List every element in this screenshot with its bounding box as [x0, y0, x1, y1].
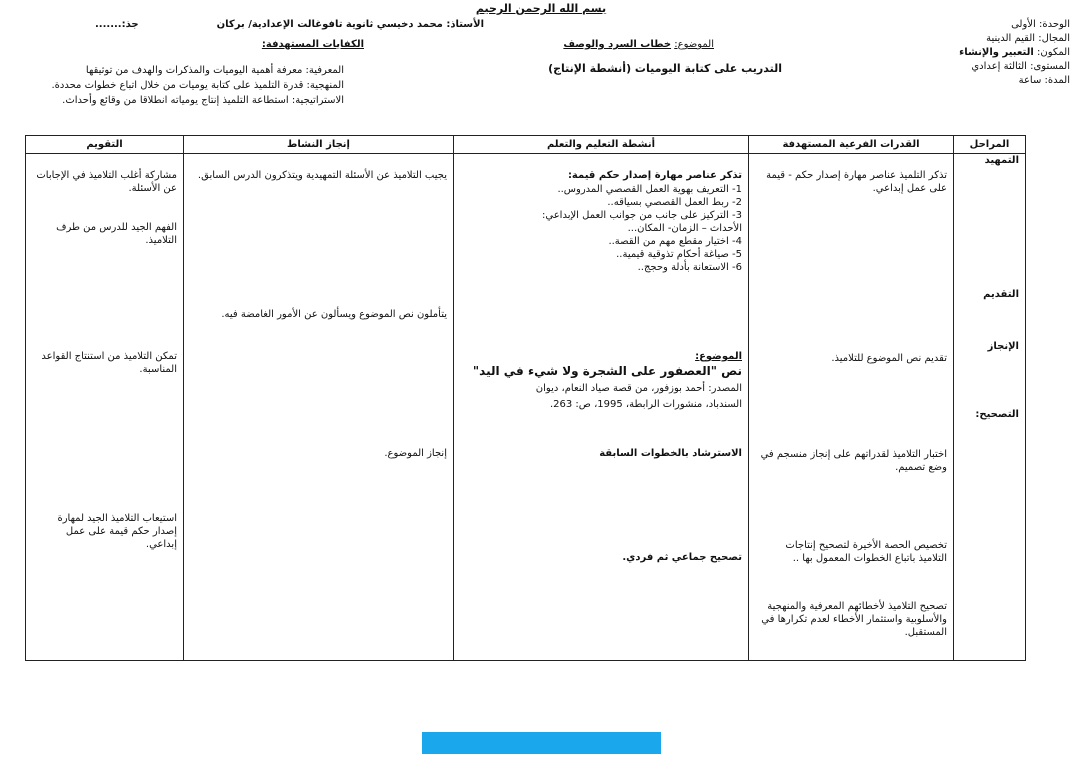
lesson-table [25, 135, 1026, 661]
ability-test: اختبار التلاميذ لقدراتهم على إنجاز منسجم في وضع تصميم. [760, 449, 947, 473]
competencies-title: الكفايات المستهدفة: [261, 39, 364, 50]
topic-line [563, 38, 714, 51]
table-row [26, 154, 1026, 661]
cognitive-line: المعرفية: معرفة أهمية اليوميات والمذكرات والهدف من توثيقها [85, 65, 344, 76]
step-6: 6- الاستعانة بأدلة وحجج.. [637, 262, 742, 273]
teacher-line: الأستاذ: محمد دخيسي ثانوية تافوغالت الإعدادية/ بركان [216, 19, 484, 30]
source-line-1: المصدر: أحمد بوزفور، من قصة صياد النعام، ديوان [535, 383, 742, 394]
guidance-line: الاسترشاد بالخطوات السابقة [599, 448, 742, 459]
stage-intro: التمهيد [984, 155, 1019, 166]
header-performance: إنجاز النشاط [184, 136, 454, 154]
step-5: 5- صياغة أحكام تذوقية قيمية.. [616, 249, 742, 260]
performance-read-text: يتأملون نص الموضوع ويسألون عن الأمور الغامضة فيه. [221, 309, 447, 320]
topic-value: خطاب السرد والوصف [563, 39, 672, 50]
activities-cell [454, 154, 749, 661]
footer-bar [422, 732, 661, 754]
duration-line: المدة: ساعة [1018, 75, 1070, 86]
evaluation-cell [26, 154, 184, 661]
header-abilities: القدرات الفرعية المستهدفة [749, 136, 954, 154]
step-4: 4- اختيار مقطع مهم من القصة.. [608, 236, 742, 247]
source-line-2: السندباد، منشورات الرابطة، 1995، ص: 263. [549, 399, 742, 410]
activity-topic-label: الموضوع: [695, 351, 742, 362]
header-evaluation: التقويم [26, 136, 184, 154]
performance-answers: يجيب التلاميذ عن الأسئلة التمهيدية ويتذكرون الدرس السابق. [197, 170, 447, 181]
level-line: المستوى: الثالثة إعدادي [971, 61, 1070, 72]
component-line [870, 46, 1070, 60]
evaluation-participation: مشاركة أغلب التلاميذ في الإجابات عن الأسئلة. [36, 170, 177, 194]
performance-write: إنجاز الموضوع. [384, 448, 447, 459]
component-value: التعبير والإنشاء [959, 47, 1034, 58]
basmala: بسم الله الرحمن الرحيم [475, 2, 607, 15]
evaluation-mastery: استيعاب التلاميذ الجيد لمهارة إصدار حكم قيمة على عمل إبداعي. [57, 513, 177, 550]
table-header-row [26, 136, 1026, 154]
training-title: التدريب على كتابة اليوميات (أنشطة الإنتاج) [548, 62, 782, 75]
strategic-line: الاستراتيجية: استطاعة التلميذ إنتاج يومياته انطلاقا من وقائع وأحداث. [62, 95, 344, 106]
header-info-right [870, 18, 1070, 88]
unit-line: الوحدة: الأولى [1011, 19, 1070, 30]
performance-cell [184, 154, 454, 661]
ability-present-text: تقديم نص الموضوع للتلاميذ. [831, 353, 947, 364]
ability-recall: تذكر التلميذ عناصر مهارة إصدار حكم - قيمة على عمل إبداعي. [766, 170, 947, 194]
field-line: المجال: القيم الدينية [986, 33, 1070, 44]
step-1: 1- التعريف بهوية العمل القصصي المدروس.. [557, 184, 742, 195]
component-label: المكون: [1036, 47, 1070, 58]
header-stages: المراحل [954, 136, 1026, 154]
text-title: نص "العصفور على الشجرة ولا شيء في اليد" [472, 364, 742, 378]
stage-presentation: التقديم [983, 289, 1019, 300]
stage-correction: التصحيح: [975, 409, 1019, 420]
ability-final-session: تخصيص الحصة الأخيرة لتصحيح إنتاجات التلاميذ باتباع الخطوات المعمول بها .. [785, 540, 947, 564]
methodological-line: المنهجية: قدرة التلميذ على كتابة يوميات من خلال اتباع خطوات محددة. [51, 80, 344, 91]
step-3-detail: الأحداث – الزمان- المكان... [627, 223, 742, 234]
header-activities: أنشطة التعليم والتعلم [454, 136, 749, 154]
stages-cell [954, 154, 1026, 661]
evaluation-rules: تمكن التلاميذ من استنتاج القواعد المناسبة. [41, 351, 177, 375]
stage-achievement: الإنجاز [987, 341, 1019, 352]
group-line: جذ:....... [95, 19, 139, 30]
step-3: 3- التركيز على جانب من جوانب العمل الإبداعي: [542, 210, 742, 221]
step-2: 2- ربط العمل القصصي بسياقه.. [607, 197, 742, 208]
correction-method: تصحيح جماعي ثم فردي. [622, 552, 742, 563]
topic-label: الموضوع: [674, 39, 714, 50]
evaluation-understanding: الفهم الجيد للدرس من طرف التلاميذ. [56, 222, 177, 246]
ability-self-correction: تصحيح التلاميذ لأخطائهم المعرفية والمنهجية والأسلوبية واستثمار الأخطاء لعدم تكرارها في المستقبل. [761, 601, 947, 638]
abilities-cell [749, 154, 954, 661]
recall-title: تذكر عناصر مهارة إصدار حكم قيمة: [567, 170, 742, 181]
